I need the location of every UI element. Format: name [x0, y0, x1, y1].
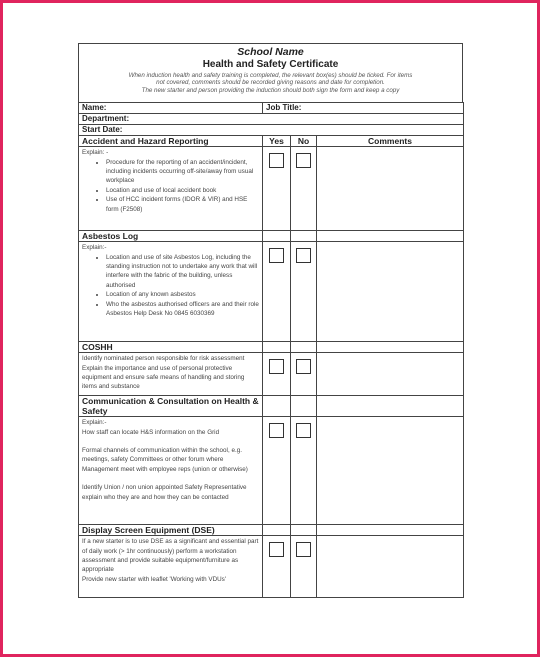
job-title-label: Job Title:: [266, 103, 302, 113]
section-content-row: [79, 536, 464, 598]
no-checkbox[interactable]: [296, 153, 311, 168]
no-column-header: No: [291, 136, 317, 147]
start-date-field[interactable]: Start Date:: [79, 125, 464, 136]
yes-checkbox[interactable]: [269, 153, 284, 168]
bullet-item: • Location of any known asbestos: [106, 290, 259, 299]
yes-header-cell: [263, 231, 291, 242]
no-cell: [291, 417, 317, 525]
comments-header-cell: [317, 396, 464, 417]
form-table: [78, 102, 464, 598]
section-description: [79, 353, 263, 396]
no-checkbox[interactable]: [296, 248, 311, 263]
yes-cell: [263, 417, 291, 525]
section-header-row: [79, 136, 464, 147]
section-title: Display Screen Equipment (DSE): [79, 525, 263, 536]
no-cell: [291, 147, 317, 231]
section-description: [79, 536, 263, 598]
no-header-cell: [291, 396, 317, 417]
yes-cell: [263, 536, 291, 598]
description-line: [82, 474, 259, 483]
section-content-row: [79, 147, 464, 231]
bullet-list: [82, 158, 259, 214]
section-title: Communication & Consultation on Health & Safety: [79, 396, 263, 417]
yes-cell: [263, 147, 291, 231]
yes-column-header: Yes: [263, 136, 291, 147]
yes-cell: [263, 242, 291, 342]
job-title-field[interactable]: [263, 103, 464, 114]
no-header-cell: [291, 342, 317, 353]
description-line: Explain:-: [82, 244, 107, 252]
yes-checkbox[interactable]: [269, 359, 284, 374]
no-checkbox[interactable]: [296, 542, 311, 557]
yes-checkbox[interactable]: [269, 248, 284, 263]
certificate-form: [78, 43, 463, 598]
description-line: Provide new starter with leaflet 'Working with VDUs': [82, 575, 227, 583]
section-description: [79, 417, 263, 525]
comments-cell[interactable]: [317, 353, 464, 396]
comments-column-header: Comments: [317, 136, 464, 147]
bullet-item: • Location and use of site Asbestos Log, including the standing instruction not to undertake any work that will interfere with the fabric of the building, unless authorised: [106, 253, 259, 291]
comments-cell[interactable]: [317, 417, 464, 525]
section-header-row: [79, 396, 464, 417]
comments-cell[interactable]: [317, 536, 464, 598]
bullet-item: • Procedure for the reporting of an accident/incident, including incidents occurring off-site/away from usual workplace: [106, 158, 259, 186]
no-checkbox[interactable]: [296, 359, 311, 374]
yes-header-cell: [263, 396, 291, 417]
section-content-row: [79, 242, 464, 342]
no-header-cell: [291, 525, 317, 536]
description-line: Identify Union / non union appointed Safety Representative explain who they are and how they can be contacted: [82, 484, 247, 501]
form-instructions: When induction health and safety training is completed, the relevant box(es) should be ticked. For items not covered, comments should be recorded giving reasons and date for completion. The new starter and person providing the induction should both sign the form and keep a copy: [128, 72, 413, 94]
section-title: COSHH: [79, 342, 263, 353]
form-title: Health and Safety Certificate: [202, 59, 339, 70]
comments-header-cell: [317, 525, 464, 536]
section-title: Accident and Hazard Reporting: [79, 136, 263, 147]
yes-checkbox[interactable]: [269, 542, 284, 557]
description-line: Identify nominated person responsible for risk assessment: [82, 355, 245, 363]
no-cell: [291, 536, 317, 598]
name-field[interactable]: Name:: [79, 103, 263, 114]
section-content-row: [79, 417, 464, 525]
description-line: Explain the importance and use of personal protective equipment and ensure safe means of handling and storing items and substance: [82, 364, 245, 391]
no-cell: [291, 242, 317, 342]
comments-header-cell: [317, 342, 464, 353]
bullet-item: • Use of HCC incident forms (IDOR & VIR) and HSE form (F2508): [106, 195, 259, 214]
no-checkbox[interactable]: [296, 423, 311, 438]
section-title: Asbestos Log: [79, 231, 263, 242]
description-line: Formal channels of communication within the school, e.g. meetings, safety Committees or other forum where Management meet with employee reps (union or otherwise): [82, 447, 248, 473]
description-line: Explain:-: [82, 419, 107, 427]
comments-cell[interactable]: [317, 147, 464, 231]
comments-header-cell: [317, 231, 464, 242]
comments-cell[interactable]: [317, 242, 464, 342]
bullet-item: • Who the asbestos authorised officers are and their role Asbestos Help Desk No 0845 6030369: [106, 300, 259, 319]
department-field[interactable]: Department:: [79, 114, 464, 125]
description-line: If a new starter is to use DSE as a significant and essential part of daily work (> 1hr continuously) perform a workstation assessment and provide suitable equipment/furniture as appropriate: [82, 538, 259, 574]
yes-header-cell: [263, 525, 291, 536]
section-header-row: [79, 525, 464, 536]
bullet-list: [82, 253, 259, 319]
description-line: Explain: -: [82, 149, 109, 157]
school-name: School Name: [237, 46, 304, 58]
bullet-item: • Location and use of local accident book: [106, 186, 259, 195]
section-header-row: [79, 231, 464, 242]
section-description: [79, 147, 263, 231]
no-header-cell: [291, 231, 317, 242]
yes-header-cell: [263, 342, 291, 353]
yes-cell: [263, 353, 291, 396]
section-description: [79, 242, 263, 342]
description-line: [82, 437, 259, 446]
no-cell: [291, 353, 317, 396]
yes-checkbox[interactable]: [269, 423, 284, 438]
section-content-row: [79, 353, 464, 396]
form-header: [78, 43, 463, 102]
section-header-row: [79, 342, 464, 353]
description-line: How staff can locate H&S information on the Grid: [82, 428, 220, 436]
